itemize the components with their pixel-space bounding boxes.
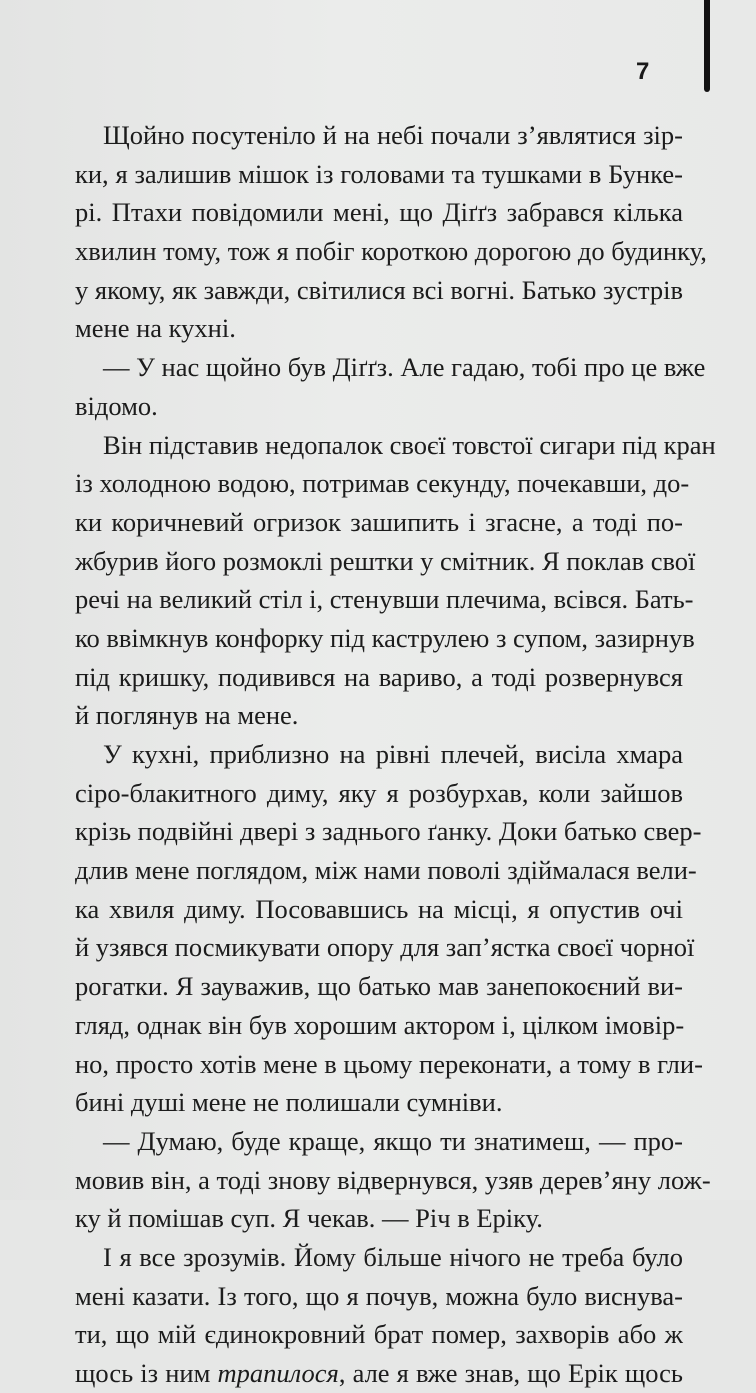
- page-edge-mark: [704, 0, 710, 92]
- text-line: й узявся посмикувати опору для зап’ястка своєї чорної: [75, 932, 695, 963]
- text-line: рі. Птахи повідомили мені, що Діґґз забрався кілька: [75, 197, 683, 228]
- text-line-mixed: [75, 1354, 683, 1393]
- page-number: 7: [636, 58, 650, 85]
- text-line: мене на кухні.: [75, 313, 236, 344]
- text-line: ки, я залишив мішок із головами та тушками в Бунке-: [75, 158, 683, 189]
- text-line: у якому, як завжди, світилися всі вогні. Батько зустрів: [75, 274, 683, 305]
- text-line: — Думаю, буде краще, якщо ти знатимеш, — про-: [103, 1125, 683, 1156]
- text-line: гляд, однак він був хорошим актором і, цілком імовір-: [75, 1009, 685, 1040]
- text-line: крізь подвійні двері з заднього ґанку. Доки батько свер-: [75, 816, 702, 847]
- text-line: хвилин тому, тож я побіг короткою дорогою до будинку,: [75, 236, 707, 267]
- text-line: ку й помішав суп. Я чекав. — Річ в Еріку.: [75, 1203, 543, 1234]
- text-run: щось із ним: [75, 1358, 218, 1388]
- text-line: ко ввімкнув конфорку під каструлею з супом, зазирнув: [75, 622, 695, 653]
- text-line: мені казати. Із того, що я почув, можна було виснува-: [75, 1280, 683, 1311]
- text-line: й поглянув на мене.: [75, 700, 299, 731]
- text-line: рогатки. Я зауважив, що батько мав занепокоєний ви-: [75, 971, 683, 1002]
- text-line: ка хвиля диму. Посовавшись на місці, я опустив очі: [75, 893, 683, 924]
- italic-text-run: трапилося: [217, 1358, 339, 1388]
- text-line: жбурив його розмоклі рештки у смітник. Я поклав свої: [75, 545, 696, 576]
- text-line: но, просто хотів мене в цьому переконати, а тому в гли-: [75, 1048, 703, 1079]
- text-line: під кришку, подивився на вариво, а тоді розвернувся: [75, 661, 683, 692]
- text-line: У кухні, приблизно на рівні плечей, висіла хмара: [103, 739, 683, 769]
- text-line: — У нас щойно був Діґґз. Але гадаю, тобі про це вже: [103, 352, 706, 383]
- text-line: бині душі мене не полишали сумніви.: [75, 1087, 503, 1118]
- text-line: Він підставив недопалок своєї товстої сигари під кран: [103, 429, 716, 460]
- text-line: І я все зрозумів. Йому більше нічого не треба було: [103, 1241, 683, 1272]
- body-text: [75, 116, 716, 1393]
- text-line: мовив він, а тоді знову відвернувся, узяв дерев’яну лож-: [75, 1164, 711, 1195]
- text-line: сіро-блакитного диму, яку я розбурхав, коли зайшов: [75, 777, 683, 808]
- text-line: речі на великий стіл і, стенувши плечима, всівся. Бать-: [75, 584, 694, 615]
- text-line: із холодною водою, потримав секунду, почекавши, до-: [75, 468, 690, 499]
- text-line: длив мене поглядом, між нами поволі здіймалася вели-: [75, 855, 697, 886]
- text-line: ти, що мій єдинокровний брат помер, захворів або ж: [75, 1319, 683, 1350]
- text-run: , але я вже знав, що Ерік щось: [338, 1358, 683, 1388]
- text-line: Щойно посутеніло й на небі почали з’являтися зір-: [103, 120, 683, 150]
- text-line: ки коричневий огризок зашипить і згасне, а тоді по-: [75, 506, 683, 537]
- text-line: відомо.: [75, 390, 158, 421]
